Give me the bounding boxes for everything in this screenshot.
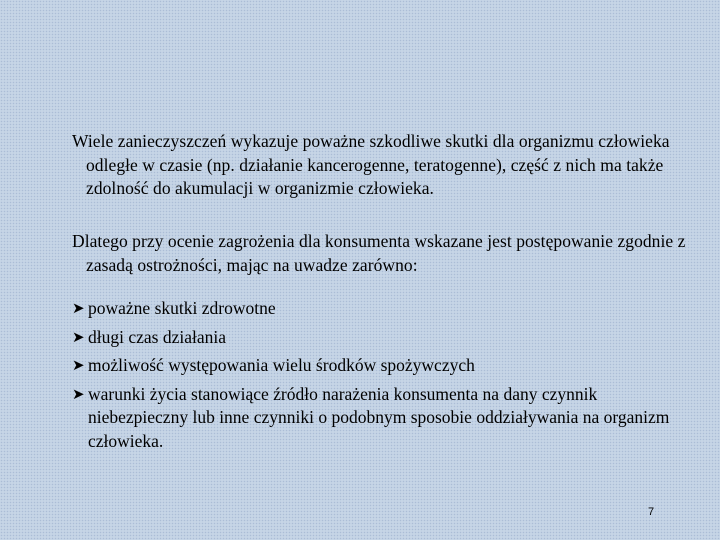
list-item-text: możliwość występowania wielu środków spożywczych bbox=[88, 355, 475, 375]
paragraph-intro: Wiele zanieczyszczeń wykazuje poważne szkodliwe skutki dla organizmu człowieka odległe w czasie (np. działanie kancerogenne, teratogenne), część z nich ma także zdolność do akumulacji w organizmie człowieka. bbox=[72, 131, 670, 198]
list-item-text: poważne skutki zdrowotne bbox=[88, 298, 276, 318]
list-item bbox=[72, 297, 682, 321]
list-item bbox=[72, 326, 682, 350]
list-item-text: warunki życia stanowiące źródło narażenia konsumenta na dany czynnik niebezpieczny lub inne czynniki o podobnym sposobie oddziaływania na organizm człowieka. bbox=[88, 383, 670, 451]
arrow-right-icon: ➤ bbox=[72, 384, 85, 403]
paragraph-precaution: Dlatego przy ocenie zagrożenia dla konsumenta wskazane jest postępowanie zgodnie z zasadą ostrożności, mając na uwadze zarówno: bbox=[72, 231, 686, 275]
arrow-right-icon: ➤ bbox=[72, 299, 85, 317]
page-number: 7 bbox=[648, 506, 655, 518]
arrow-right-icon: ➤ bbox=[72, 356, 85, 374]
list-item-text: długi czas działania bbox=[88, 326, 226, 347]
bullet-list bbox=[72, 297, 682, 458]
arrow-right-icon: ➤ bbox=[72, 327, 85, 346]
list-item bbox=[72, 354, 682, 378]
list-item bbox=[72, 383, 682, 454]
